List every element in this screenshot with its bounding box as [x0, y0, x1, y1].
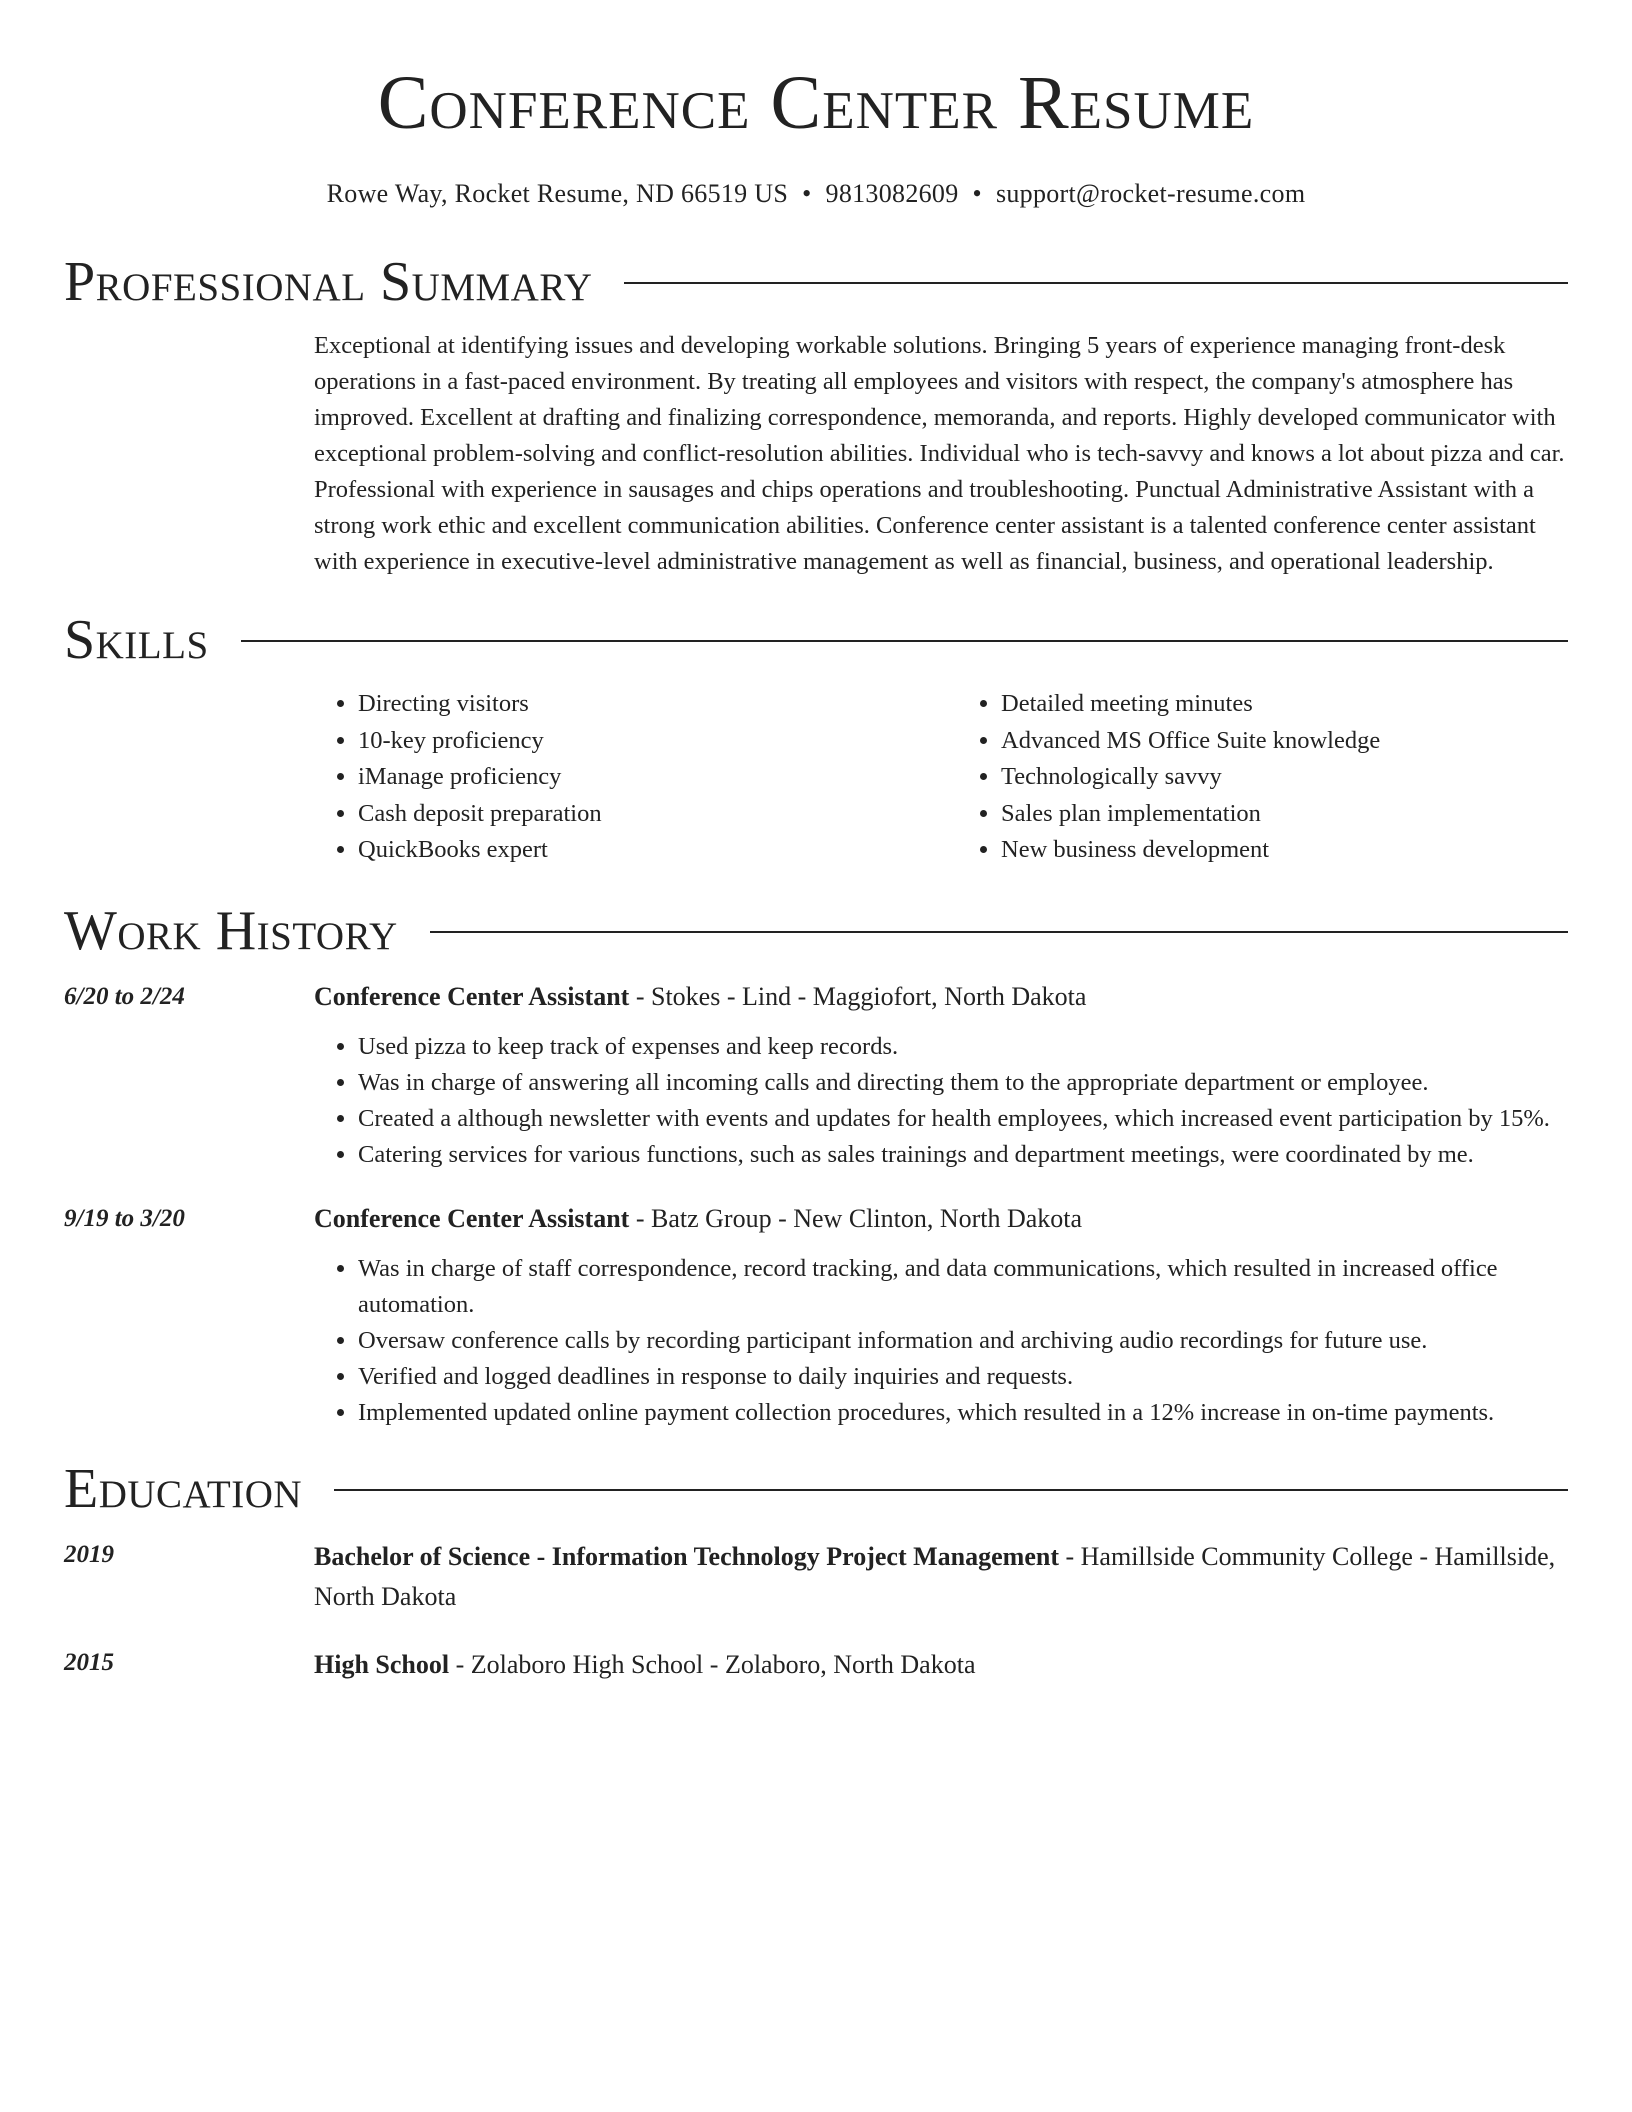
- education-entry: [64, 1645, 1568, 1685]
- job-entry: [64, 979, 1568, 1173]
- education-degree: Bachelor of Science - Information Technology Project Management: [314, 1541, 1059, 1571]
- resume-page: [64, 0, 1568, 1685]
- job-bullet: • Used pizza to keep track of expenses and keep records.: [358, 1029, 1568, 1065]
- skills-row: [64, 672, 1568, 869]
- section-divider: [241, 640, 1568, 642]
- skills-list-right: [973, 686, 1616, 869]
- skill-item: • Advanced MS Office Suite knowledge: [1001, 723, 1616, 760]
- skill-item: • Detailed meeting minutes: [1001, 686, 1616, 723]
- skills-heading: Skills: [64, 609, 209, 671]
- separator-dot: •: [972, 179, 982, 208]
- education-entry: [64, 1537, 1568, 1617]
- phone: 9813082609: [825, 179, 959, 208]
- skill-item: • New business development: [1001, 832, 1616, 869]
- section-divider: [430, 931, 1568, 933]
- job-dates: 6/20 to 2/24: [64, 982, 185, 1010]
- job-bullet: • Catering services for various functions, such as sales trainings and department meetings, were coordinated by me.: [358, 1137, 1568, 1173]
- job-bullet: • Was in charge of staff correspondence, record tracking, and data communications, which resulted in increased office automation.: [358, 1251, 1568, 1323]
- education-line: [314, 1645, 1568, 1685]
- email: support@rocket-resume.com: [995, 179, 1306, 208]
- job-details: - Stokes - Lind - Maggiofort, North Dakota: [629, 981, 1087, 1011]
- skill-item: • Sales plan implementation: [1001, 796, 1616, 833]
- job-bullet: • Created a although newsletter with events and updates for health employees, which increased event participation by 15%.: [358, 1101, 1568, 1137]
- job-bullets: [314, 1029, 1568, 1173]
- job-role: Conference Center Assistant: [314, 1203, 630, 1233]
- resume-title: Conference Center Resume: [377, 61, 1255, 145]
- job-bullet: • Oversaw conference calls by recording participant information and archiving audio recordings for future use.: [358, 1323, 1568, 1359]
- job-bullet: • Was in charge of answering all incoming calls and directing them to the appropriate department or employee.: [358, 1065, 1568, 1101]
- summary-row: [64, 314, 1568, 580]
- job-title-line: [314, 979, 1568, 1015]
- education-degree: High School: [314, 1649, 450, 1679]
- skill-item: • Technologically savvy: [1001, 759, 1616, 796]
- section-divider: [334, 1489, 1568, 1491]
- job-title-line: [314, 1201, 1568, 1237]
- skills-list-left: [314, 686, 973, 869]
- job-details: - Batz Group - New Clinton, North Dakota: [629, 1203, 1083, 1233]
- job-entry: [64, 1201, 1568, 1431]
- contact-line: [64, 176, 1568, 212]
- work-heading: Work History: [64, 899, 398, 962]
- summary-section-header: [64, 250, 1568, 314]
- skill-item: • iManage proficiency: [358, 759, 973, 796]
- job-body: [314, 979, 1568, 1173]
- job-body: [314, 1201, 1568, 1431]
- education-details: - Zolaboro High School - Zolaboro, North Dakota: [449, 1649, 976, 1679]
- job-dates: 9/19 to 3/20: [64, 1204, 185, 1232]
- skill-item: • Directing visitors: [358, 686, 973, 723]
- education-line: [314, 1537, 1568, 1617]
- summary-left-spacer: [64, 314, 314, 580]
- job-bullet: • Verified and logged deadlines in response to daily inquiries and requests.: [358, 1359, 1568, 1395]
- skill-item: • 10-key proficiency: [358, 723, 973, 760]
- skills-left-spacer: [64, 672, 314, 869]
- job-bullets: [314, 1251, 1568, 1431]
- education-section-header: [64, 1457, 1568, 1521]
- skill-item: • QuickBooks expert: [358, 832, 973, 869]
- education-heading: Education: [64, 1457, 303, 1520]
- summary-text: Exceptional at identifying issues and developing workable solutions. Bringing 5 years of experience managing front-desk operations in a fast-paced environment. By treating all employees and visitors with respect, the company's atmosphere has improved. Excellent at drafting and finalizing correspondence, memoranda, and reports. Highly developed communicator with exceptional problem-solving and conflict-resolution abilities. Individual who is tech-savvy and knows a lot about pizza and car. Professional with experience in sausages and chips operations and troubleshooting. Punctual Administrative Assistant with a strong work ethic and excellent communication abilities. Conference center assistant is a talented conference center assistant with experience in executive-level administrative management as well as financial, business, and operational leadership.: [314, 332, 1565, 575]
- separator-dot: •: [802, 179, 812, 208]
- skills-section-header: [64, 608, 1568, 672]
- education-year: 2019: [64, 1540, 114, 1568]
- job-bullet: • Implemented updated online payment collection procedures, which resulted in a 12% increase in on-time payments.: [358, 1395, 1568, 1431]
- education-year: 2015: [64, 1648, 114, 1676]
- skills-grid: [314, 686, 1616, 869]
- work-section-header: [64, 899, 1568, 963]
- address: Rowe Way, Rocket Resume, ND 66519 US: [326, 179, 789, 208]
- job-role: Conference Center Assistant: [314, 981, 630, 1011]
- skill-item: • Cash deposit preparation: [358, 796, 973, 833]
- summary-heading: Professional Summary: [64, 251, 593, 313]
- section-divider: [624, 282, 1568, 284]
- education-details: - Hamillside Community College - Hamillside, North Dakota: [314, 1541, 1556, 1611]
